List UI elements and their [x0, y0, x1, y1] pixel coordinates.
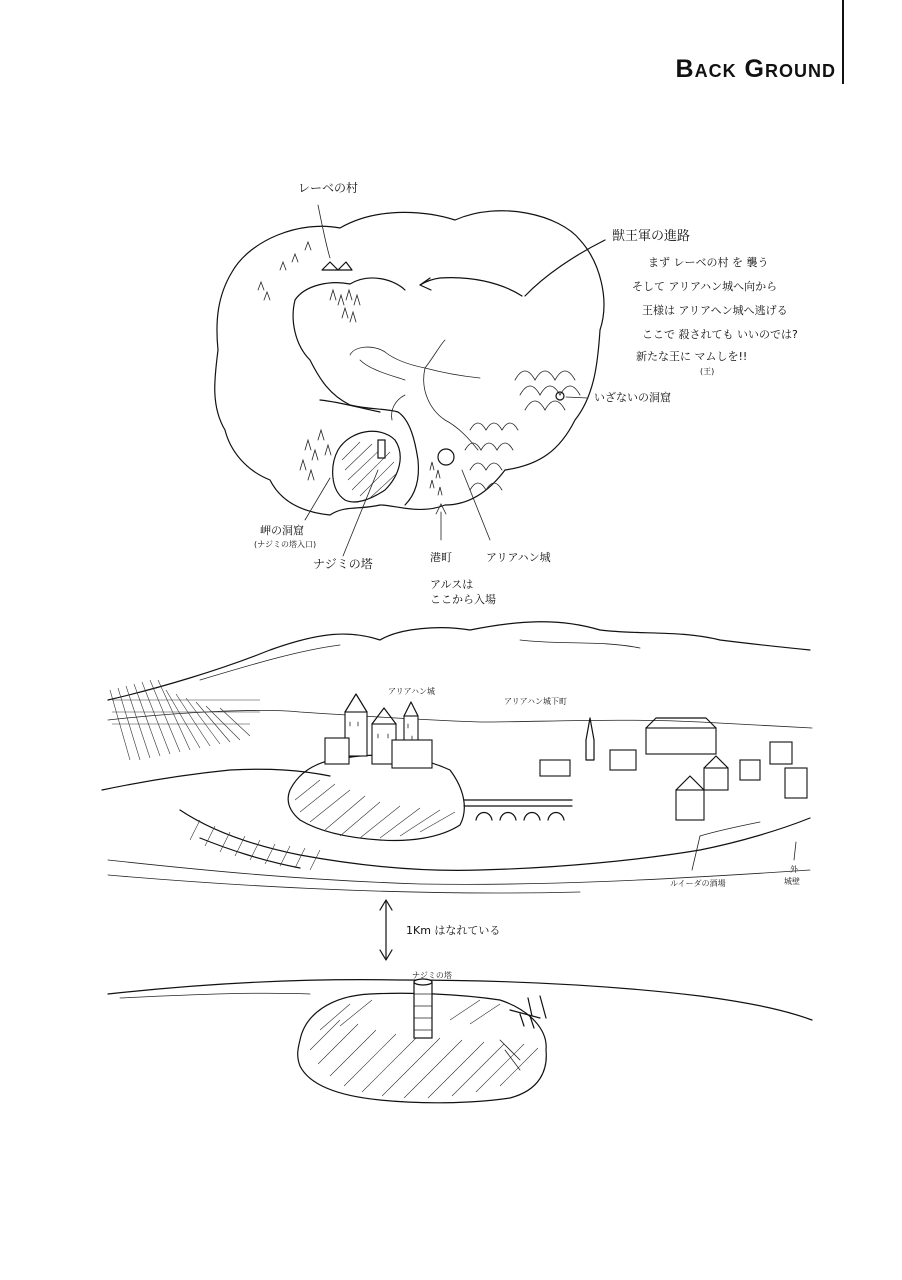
- outer-label-2: 城壁: [784, 877, 800, 886]
- entry-note-2: ここから入場: [430, 593, 496, 606]
- route-note-5: 新たな王に マムしを!!: [636, 350, 748, 363]
- cape-cave-label: 岬の洞窟: [260, 524, 304, 537]
- tower-map-icon: [378, 440, 385, 458]
- route-note-4: ここで 殺されても いいのでは?: [642, 328, 798, 341]
- route-title: 獣王軍の進路: [612, 229, 691, 244]
- castle-map-icon: [438, 449, 454, 465]
- tavern-label: ルイーダの酒場: [670, 879, 726, 888]
- panorama-town-label: アリアハン城下町: [504, 697, 568, 706]
- cave-map-icon: [556, 392, 564, 400]
- town-drawing: [540, 718, 807, 820]
- entry-note-1: アルスは: [430, 578, 474, 591]
- castle-drawing: [325, 694, 432, 768]
- outer-label-1: 外: [790, 865, 798, 874]
- tower-label: ナジミの塔: [313, 557, 373, 571]
- island-map: [215, 180, 798, 606]
- distance-marker: [380, 900, 500, 960]
- castle-label: アリアハン城: [486, 551, 551, 564]
- route-note-2: そして アリアハン城へ向から: [632, 280, 778, 293]
- island-outline: [215, 211, 604, 515]
- village-label: レーベの村: [298, 181, 359, 195]
- tower-island: [108, 970, 812, 1103]
- cave-label: いざないの洞窟: [594, 391, 671, 404]
- castle-panorama: [102, 622, 812, 893]
- route-note-3: 王様は アリアヘン城へ逃げる: [642, 304, 788, 317]
- mountain-range: [465, 371, 580, 490]
- route-note-6: (王): [700, 367, 715, 376]
- distance-label: 1Km はなれている: [406, 924, 501, 937]
- tower-drawing: [414, 979, 432, 1038]
- page-title: Back Ground: [675, 55, 836, 83]
- village-map-icon: [322, 262, 352, 270]
- bridge-drawing: [464, 800, 572, 820]
- port-label: 港町: [430, 551, 452, 564]
- cape-cave-sublabel: (ナジミの塔入口): [254, 540, 317, 549]
- panorama-castle-label: アリアハン城: [388, 687, 436, 696]
- tower-scene-label: ナジミの塔: [412, 971, 452, 980]
- route-note-1: まず レーベの村 を 襲う: [648, 256, 769, 269]
- route-arrow: [420, 278, 522, 296]
